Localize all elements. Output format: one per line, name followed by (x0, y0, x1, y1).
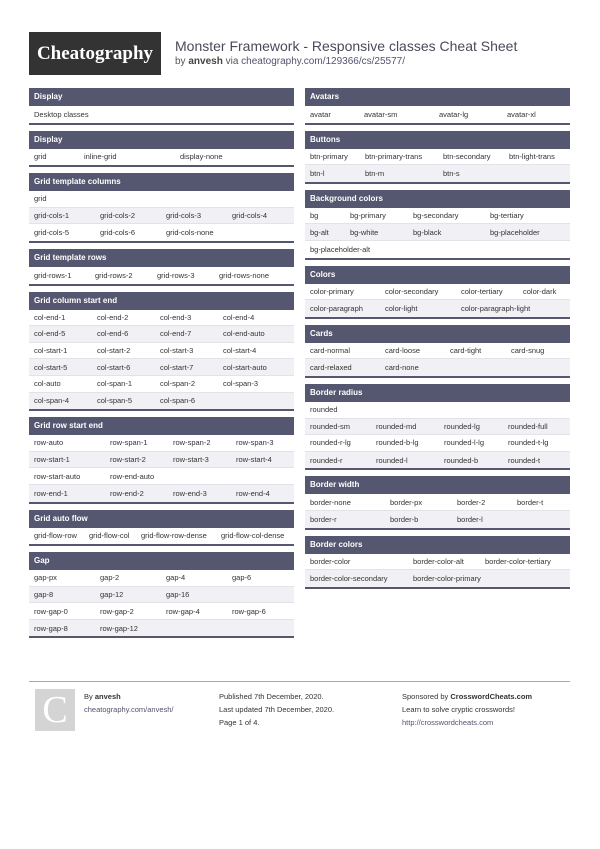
section-heading: Background colors (305, 190, 570, 208)
page-title: Monster Framework - Responsive classes Cheat Sheet (175, 38, 518, 54)
class-name-cell: bg-primary (350, 211, 386, 221)
class-name-cell: bg-black (413, 227, 442, 237)
table-row (29, 208, 294, 225)
class-name-cell: grid-rows-2 (95, 270, 133, 280)
class-name-cell: color-light (385, 303, 418, 313)
class-name-cell: color-paragraph-light (461, 303, 531, 313)
section-heading: Border width (305, 476, 570, 494)
table-row (29, 149, 294, 166)
section-avatars (305, 88, 570, 125)
class-name-cell: card-none (385, 363, 419, 373)
via-label: via (225, 56, 239, 67)
section-cards (305, 325, 570, 378)
class-name-cell: bg-tertiary (490, 211, 524, 221)
class-name-cell: rounded-l (376, 455, 408, 465)
class-name-cell: grid-cols-5 (34, 228, 70, 238)
class-name-cell: col-auto (34, 379, 61, 389)
class-name-cell: col-start-2 (97, 346, 131, 356)
class-name-cell: gap-2 (100, 573, 120, 583)
class-name-cell: col-start-5 (34, 362, 68, 372)
class-name-cell: gap-6 (232, 573, 252, 583)
section-display (29, 88, 294, 125)
class-name-cell: border-color-alt (413, 556, 464, 566)
section-grid-auto-flow (29, 510, 294, 547)
class-name-cell: border-none (310, 497, 351, 507)
table-row (29, 570, 294, 587)
table-row (29, 359, 294, 376)
class-name-cell: btn-primary (310, 151, 348, 161)
section-heading: Avatars (305, 88, 570, 106)
class-name-cell: color-paragraph (310, 303, 363, 313)
class-name-cell: row-gap-12 (100, 623, 138, 633)
class-name-cell: col-start-auto (223, 362, 267, 372)
class-name-cell: rounded-r (310, 455, 343, 465)
table-row (305, 224, 570, 241)
published-date: Published 7th December, 2020. (219, 692, 324, 701)
class-name-cell: display-none (180, 152, 223, 162)
class-name-cell: border-color-secondary (310, 573, 388, 583)
section-grid-template-rows (29, 249, 294, 286)
table-row (29, 485, 294, 502)
class-name-cell: rounded-full (508, 421, 548, 431)
section-border-radius (305, 384, 570, 470)
cheatography-c-logo[interactable]: C (35, 689, 75, 731)
class-name-cell: card-relaxed (310, 363, 352, 373)
table-row (29, 603, 294, 620)
class-name-cell: grid-rows-none (219, 270, 270, 280)
class-name-cell: row-start-auto (34, 471, 81, 481)
section-border-colors (305, 536, 570, 589)
table-row (29, 528, 294, 545)
footer-author-block (84, 690, 174, 716)
class-name-cell: row-start-3 (173, 455, 209, 465)
class-name-cell: avatar (310, 109, 331, 119)
class-name-cell: col-start-1 (34, 346, 68, 356)
section-grid-template-columns (29, 173, 294, 243)
section-heading: Grid auto flow (29, 510, 294, 528)
table-row (29, 376, 294, 393)
class-name-cell: grid (34, 194, 47, 204)
sponsor-link[interactable]: http://crosswordcheats.com (402, 718, 494, 727)
class-name-cell: row-start-1 (34, 455, 70, 465)
footer-author-link[interactable]: cheatography.com/anvesh/ (84, 705, 174, 714)
class-name-cell: bg-placeholder (490, 227, 540, 237)
class-name-cell: card-normal (310, 346, 351, 356)
class-name-cell: col-start-3 (160, 346, 194, 356)
byline (175, 56, 405, 67)
class-name-cell: grid-cols-1 (34, 211, 70, 221)
class-name-cell: col-end-1 (34, 312, 66, 322)
class-name-cell: rounded-r-lg (310, 438, 351, 448)
class-name-cell: row-end-auto (110, 471, 155, 481)
section-gap (29, 552, 294, 638)
class-name-cell: gap-16 (166, 589, 190, 599)
class-name-cell: row-end-1 (34, 488, 68, 498)
class-name-cell: row-gap-0 (34, 606, 68, 616)
section-background-colors (305, 190, 570, 260)
class-name-cell: row-end-4 (236, 488, 270, 498)
class-name-cell: border-r (310, 514, 337, 524)
class-name-cell: grid-flow-col (89, 530, 130, 540)
class-name-cell: col-span-1 (97, 379, 133, 389)
class-name-cell: btn-light-trans (509, 151, 555, 161)
class-name-cell: row-gap-6 (232, 606, 266, 616)
left-column (29, 88, 294, 644)
class-name-cell: col-start-7 (160, 362, 194, 372)
class-name-cell: row-end-2 (110, 488, 144, 498)
class-name-cell: col-end-auto (223, 329, 265, 339)
section-heading: Display (29, 88, 294, 106)
class-name-cell: row-span-1 (110, 438, 148, 448)
class-name-cell: bg (310, 211, 319, 221)
right-column (305, 88, 570, 595)
class-name-cell: row-span-2 (173, 438, 211, 448)
class-name-cell: color-primary (310, 286, 354, 296)
class-name-cell: rounded-t-lg (508, 438, 549, 448)
class-name-cell: color-dark (523, 286, 557, 296)
section-buttons (305, 131, 570, 184)
class-name-cell: col-span-4 (34, 396, 70, 406)
class-name-cell: grid-rows-1 (34, 270, 72, 280)
class-name-cell: gap-12 (100, 589, 124, 599)
table-row (305, 570, 570, 587)
footer-dates-block (219, 690, 334, 729)
class-name-cell: avatar-sm (364, 109, 398, 119)
class-name-cell: row-span-3 (236, 438, 274, 448)
section-display (29, 131, 294, 168)
class-name-cell: row-gap-2 (100, 606, 134, 616)
class-name-cell: gap-px (34, 573, 57, 583)
table-row (305, 165, 570, 182)
section-colors (305, 266, 570, 319)
by-label: by (175, 56, 186, 67)
class-name-cell: border-px (390, 497, 423, 507)
class-name-cell: gap-4 (166, 573, 186, 583)
page-number: Page 1 of 4. (219, 718, 260, 727)
class-name-cell: rounded-t (508, 455, 541, 465)
table-row (305, 208, 570, 225)
section-heading: Grid template rows (29, 249, 294, 267)
table-row (29, 468, 294, 485)
class-name-cell: col-start-6 (97, 362, 131, 372)
class-name-cell: col-span-6 (160, 396, 196, 406)
class-name-cell: col-end-4 (223, 312, 255, 322)
table-row (29, 224, 294, 241)
sponsor-name[interactable]: CrosswordCheats.com (450, 692, 533, 701)
class-name-cell: row-auto (34, 438, 64, 448)
class-name-cell: grid (34, 152, 47, 162)
class-name-cell: rounded-md (376, 421, 417, 431)
class-name-cell: bg-alt (310, 227, 329, 237)
table-row (305, 435, 570, 452)
class-name-cell: row-start-4 (236, 455, 272, 465)
class-name-cell: col-end-3 (160, 312, 192, 322)
table-row (29, 343, 294, 360)
section-heading: Grid row start end (29, 417, 294, 435)
table-row (305, 106, 570, 123)
table-row (29, 435, 294, 452)
class-name-cell: rounded-b-lg (376, 438, 419, 448)
table-row (305, 241, 570, 258)
table-row (305, 343, 570, 360)
class-name-cell: col-span-3 (223, 379, 259, 389)
class-name-cell: row-end-3 (173, 488, 207, 498)
class-name-cell: grid-rows-3 (157, 270, 195, 280)
table-row (305, 452, 570, 469)
sponsor-label: Sponsored by (402, 692, 449, 701)
class-name-cell: avatar-lg (439, 109, 469, 119)
table-row (305, 494, 570, 511)
class-name-cell: grid-cols-3 (166, 211, 202, 221)
class-name-cell: card-loose (385, 346, 421, 356)
class-name-cell: rounded-l-lg (444, 438, 485, 448)
class-name-cell: bg-white (350, 227, 379, 237)
class-name-cell: border-color (310, 556, 351, 566)
class-name-cell: color-tertiary (461, 286, 503, 296)
cheatography-logo[interactable]: Cheatography (29, 32, 161, 75)
footer-by-label: By (84, 692, 93, 701)
table-row (305, 402, 570, 419)
section-grid-column-start-end (29, 292, 294, 412)
class-name-cell: rounded (310, 405, 338, 415)
class-name-cell: row-start-2 (110, 455, 146, 465)
table-row (29, 452, 294, 469)
class-name-cell: btn-m (365, 168, 385, 178)
class-name-cell: btn-secondary (443, 151, 491, 161)
class-name-cell: border-2 (457, 497, 486, 507)
class-name-cell: btn-primary-trans (365, 151, 423, 161)
class-name-cell: border-color-primary (413, 573, 481, 583)
sponsor-tagline: Learn to solve cryptic crosswords! (402, 705, 515, 714)
table-row (29, 393, 294, 410)
footer-author-name: anvesh (94, 692, 121, 701)
class-name-cell: col-end-6 (97, 329, 129, 339)
section-heading: Colors (305, 266, 570, 284)
table-row (29, 620, 294, 637)
updated-date: Last updated 7th December, 2020. (219, 705, 335, 714)
class-name-cell: row-gap-4 (166, 606, 200, 616)
section-heading: Buttons (305, 131, 570, 149)
class-name-cell: border-l (457, 514, 483, 524)
class-name-cell: col-span-2 (160, 379, 196, 389)
table-row (305, 149, 570, 166)
class-name-cell: btn-s (443, 168, 460, 178)
table-row (29, 267, 294, 284)
class-name-cell: col-start-4 (223, 346, 257, 356)
table-row (305, 554, 570, 571)
footer (29, 681, 570, 739)
class-name-cell: grid-cols-none (166, 228, 214, 238)
section-heading: Grid column start end (29, 292, 294, 310)
class-name-cell: Desktop classes (34, 109, 89, 119)
class-name-cell: inline-grid (84, 152, 117, 162)
class-name-cell: btn-l (310, 168, 325, 178)
sheet-url-link[interactable]: cheatography.com/129366/cs/25577/ (241, 56, 405, 67)
class-name-cell: avatar-xl (507, 109, 536, 119)
class-name-cell: bg-secondary (413, 211, 459, 221)
table-row (305, 300, 570, 317)
author-name: anvesh (188, 56, 223, 67)
class-name-cell: col-end-2 (97, 312, 129, 322)
class-name-cell: rounded-b (444, 455, 479, 465)
class-name-cell: grid-cols-6 (100, 228, 136, 238)
table-row (29, 106, 294, 123)
class-name-cell: card-tight (450, 346, 482, 356)
class-name-cell: col-end-7 (160, 329, 192, 339)
section-heading: Grid template columns (29, 173, 294, 191)
table-row (29, 191, 294, 208)
class-name-cell: grid-cols-2 (100, 211, 136, 221)
class-name-cell: grid-flow-row-dense (141, 530, 207, 540)
section-heading: Display (29, 131, 294, 149)
section-heading: Gap (29, 552, 294, 570)
class-name-cell: bg-placeholder-alt (310, 244, 371, 254)
section-heading: Cards (305, 325, 570, 343)
section-border-width (305, 476, 570, 529)
table-row (29, 326, 294, 343)
class-name-cell: gap-8 (34, 589, 54, 599)
table-row (305, 419, 570, 436)
class-name-cell: border-b (390, 514, 419, 524)
table-row (29, 587, 294, 604)
class-name-cell: rounded-sm (310, 421, 351, 431)
footer-sponsor-block (402, 690, 532, 729)
class-name-cell: grid-cols-4 (232, 211, 268, 221)
class-name-cell: grid-flow-col-dense (221, 530, 285, 540)
class-name-cell: col-span-5 (97, 396, 133, 406)
table-row (29, 310, 294, 327)
class-name-cell: border-t (517, 497, 544, 507)
table-row (305, 359, 570, 376)
class-name-cell: col-end-5 (34, 329, 66, 339)
section-heading: Border colors (305, 536, 570, 554)
table-row (305, 284, 570, 301)
section-grid-row-start-end (29, 417, 294, 503)
class-name-cell: rounded-lg (444, 421, 480, 431)
section-heading: Border radius (305, 384, 570, 402)
table-row (305, 511, 570, 528)
class-name-cell: border-color-tertiary (485, 556, 551, 566)
class-name-cell: card-snug (511, 346, 545, 356)
class-name-cell: color-secondary (385, 286, 439, 296)
class-name-cell: row-gap-8 (34, 623, 68, 633)
class-name-cell: grid-flow-row (34, 530, 77, 540)
